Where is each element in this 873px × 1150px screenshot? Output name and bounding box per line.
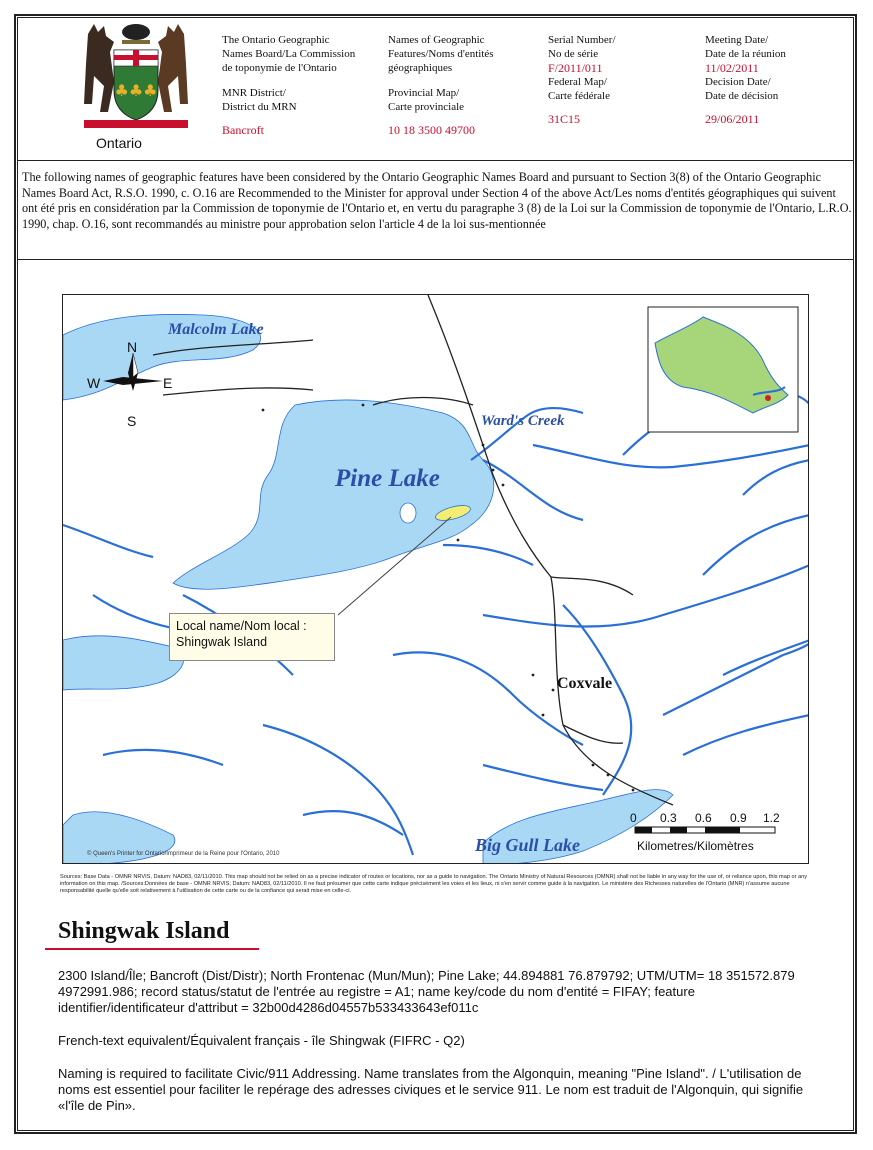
district-label-2: District du MRN [222,101,297,113]
feature-details: 2300 Island/Île; Bancroft (Dist/Distr); North Frontenac (Mun/Mun); Pine Lake; 44.894881 76.879792; UTM/UTM= 18 351572.879 4972991.986; record status/statut de l'entrée au registre = A1; name key/code du nom d'entité = FIFAY; feature identifier/identificateur d'attribut = 32b00d4286d04557b533433643ef011c [58,968,795,1015]
intro-paragraph: The following names of geographic features have been considered by the Ontario Geographic Names Board and pursuant to Section 3(8) of the Ontario Geographic Names Board Act, R.S.O. 1990, c. O.16 are Recommended to the Minister for approval under Section 4 of the above Act/Les noms d'entités géographiques qui suivent ont été pris en considération par la Commission de toponymie de l'Ontario et, en vertu du paragraphe 3 (8) de la Loi sur la Commission de toponymie de l'Ontario, L.R.O. 1990, chap. O.16, sont recommandés au ministre pour approbation selon l'article 4 de la loi sus-mentionnée [22,170,852,231]
scale-bar [635,827,775,833]
names-label-2: Features/Noms d'entités [388,48,494,60]
ontario-coat-of-arms-logo [68,14,204,140]
small-island [400,503,416,523]
ontario-inset-map [648,307,798,432]
serial-label-2: No de série [548,48,599,60]
names-label-3: géographiques [388,62,453,74]
label-big-gull-lake: Big Gull Lake [475,835,581,855]
scale-tick-4: 1.2 [763,811,780,825]
local-name-callout [169,613,335,661]
compass-south: S [127,413,137,429]
board-line-1: The Ontario Geographic [222,34,330,46]
district-value: Bancroft [222,123,264,137]
pine-lake-water [173,400,494,589]
french-equivalent: French-text equivalent/Équivalent français - île Shingwak (FIFRC - Q2) [58,1033,465,1048]
fedmap-label-2: Carte fédérale [548,90,610,102]
decision-label-1: Decision Date/ [705,76,771,88]
meeting-date-field [705,33,845,126]
board-line-2: Names Board/La Commission [222,48,356,60]
fedmap-value: 31C15 [548,112,581,126]
names-label [388,33,538,75]
feature-title: Shingwak Island [58,918,230,944]
scale-tick-1: 0.3 [660,811,677,825]
naming-rationale: Naming is required to facilitate Civic/911 Addressing. Name translates from the Algonquin, meaning "Pine Island". / L'utilisation de noms est essentiel pour faciliter le repérage des adresses civiques et le service 911. Le nom est traduit de l'Algonquin, qui signifie «l'île de Pin». [58,1066,804,1113]
map-source-note: Sources: Base Data - OMNR NRVIS, Datum: NAD83, 02/11/2010. This map should not be relied on as a precise indicator of routes or locations, nor as a guide to navigation. The Ontario Ministry of Natural Resources (OMNR) shall not be liable in any way for the use of, or reliance upon, this map or any information on this map. /Sources:Données de base - OMNR NRVIS; Datum: NAD83, 02/11/2010. Il ne faut présumer que cette carte indique précisément les voies et les lieux, ni s'en servir comme guide à la navigation. Le ministère des Richesses naturelles de l'Ontario (MNR) n'assume aucune responsabilité quelle qu'elle soit relativement à l'utilisation de cette carte ou de la confiance qui serait mise en celle-ci. [60,874,808,894]
serial-value: F/2011/011 [548,61,603,75]
west-lake-water [63,636,184,690]
label-wards-creek: Ward's Creek [481,413,565,429]
intro-separator [17,259,854,260]
map-copyright: © Queen's Printer for Ontario/Imprimeur de la Reine pour l'Ontario, 2010 [87,851,280,857]
compass-north: N [127,339,138,355]
fedmap-label-1: Federal Map/ [548,76,607,88]
provmap-label-2: Carte provinciale [388,101,465,113]
provincial-map-field [388,86,538,137]
scale-unit: Kilometres/Kilomètres [637,839,754,853]
map-drawing [63,295,809,864]
scale-tick-2: 0.6 [695,811,712,825]
provmap-value: 10 18 3500 49700 [388,123,475,137]
scale-tick-0: 0 [630,811,637,825]
serial-label-1: Serial Number/ [548,34,616,46]
scale-tick-3: 0.9 [730,811,747,825]
meeting-label-1: Meeting Date/ [705,34,769,46]
decision-value: 29/06/2011 [705,112,760,126]
ontario-logo-text: Ontario [96,135,142,151]
district-label-1: MNR District/ [222,87,286,99]
label-malcolm-lake: Malcolm Lake [168,321,264,338]
callout-line-1: Local name/Nom local : [176,619,307,633]
compass-east: E [163,375,173,391]
compass-west: W [87,375,101,391]
meeting-value: 11/02/2011 [705,61,759,75]
label-coxvale: Coxvale [557,675,613,692]
label-pine-lake: Pine Lake [335,465,440,492]
title-underline [45,948,259,950]
svg-text:♣♣♣: ♣♣♣ [114,81,158,100]
district-field [222,86,382,137]
board-name [222,33,382,75]
serial-field [548,33,698,126]
meeting-label-2: Date de la réunion [705,48,786,60]
provmap-label-1: Provincial Map/ [388,87,460,99]
location-map [62,294,809,864]
callout-line-2: Shingwak Island [176,635,268,649]
board-line-3: de toponymie de l'Ontario [222,62,337,74]
names-label-1: Names of Geographic [388,34,485,46]
decision-label-2: Date de décision [705,90,779,102]
